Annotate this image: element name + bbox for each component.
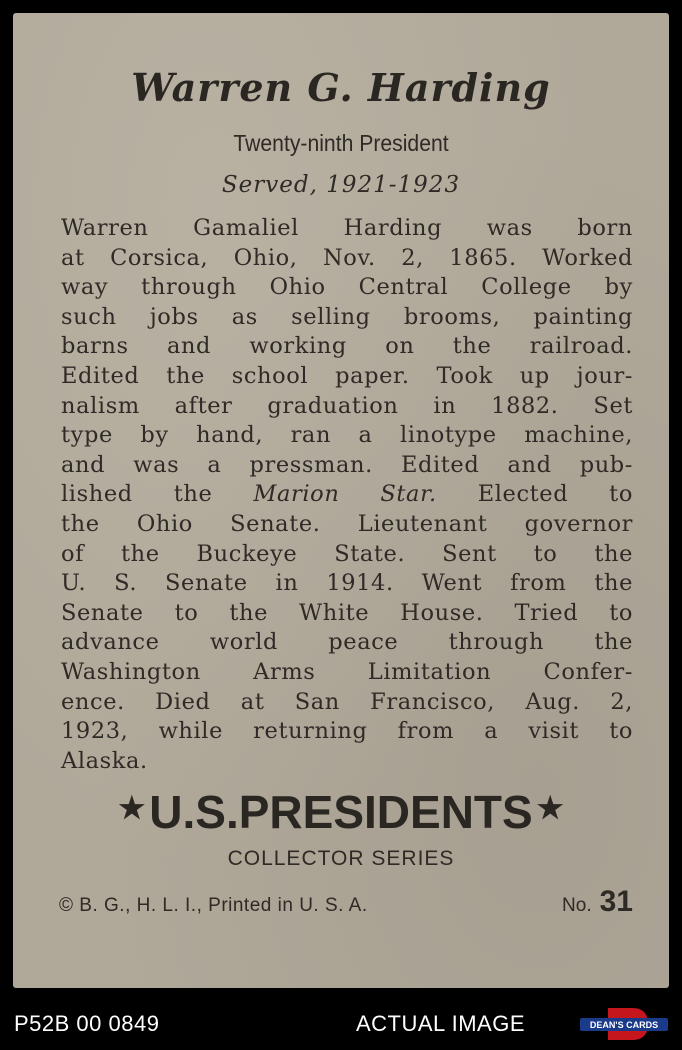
star-right-icon: ★ (536, 792, 564, 825)
newspaper-title: Marion Star. (253, 481, 437, 508)
star-left-icon: ★ (118, 792, 146, 825)
biography-line: U. S. Senate in 1914. Went from the (61, 570, 633, 597)
biography-line: Warren Gamaliel Harding was born (61, 215, 633, 241)
served-years: Served, 1921-1923 (221, 172, 461, 198)
series-title (13, 785, 669, 839)
biography-line: nalism after graduation in 1882. Set (61, 392, 633, 419)
certification-number: P52B 00 0849 (14, 1011, 160, 1036)
biography-line: and was a pressman. Edited and pub- (61, 451, 633, 478)
biography-line: at Corsica, Ohio, Nov. 2, 1865. Worked (61, 244, 633, 271)
biography-line: advance world peace through the (61, 629, 633, 656)
actual-image-label: ACTUAL IMAGE (356, 1011, 525, 1036)
deans-cards-logo-svg (578, 1006, 670, 1042)
biography-line: Washington Arms Limitation Confer- (61, 658, 633, 685)
logo-text: DEAN'S CARDS (589, 1020, 659, 1030)
biography-line: the Ohio Senate. Lieutenant governor (61, 510, 633, 537)
biography-text (61, 214, 633, 776)
biography-line: of the Buckeye State. Sent to the (61, 540, 633, 567)
collector-series-label: COLLECTOR SERIES (227, 847, 455, 870)
biography-line (61, 480, 633, 510)
biography-line-text: Elected to (477, 481, 633, 508)
biography-line-text: lished the (61, 481, 213, 508)
biography-line: Edited the school paper. Took up jour- (61, 362, 633, 389)
biography-line: type by hand, ran a linotype machine, (61, 422, 633, 449)
biography-line: such jobs as selling brooms, painting (61, 303, 633, 330)
card-number-value: 31 (599, 885, 633, 918)
card-number-label: No. (562, 895, 592, 916)
biography-line: barns and working on the railroad. (61, 333, 633, 360)
president-ordinal: Twenty-ninth President (233, 130, 449, 156)
president-name: Warren G. Harding (131, 65, 551, 110)
series-title-text: U.S.PRESIDENTS (149, 786, 533, 838)
biography-line: Senate to the White House. Tried to (61, 599, 633, 626)
deans-cards-logo-icon[interactable] (578, 1006, 670, 1042)
card-number (562, 885, 633, 919)
biography-line: way through Ohio Central College by (61, 274, 633, 301)
biography-line: 1923, while returning from a visit to (61, 718, 633, 745)
trading-card-back (13, 13, 669, 988)
biography-line: ence. Died at San Francisco, Aug. 2, (61, 688, 633, 715)
biography-line: Alaska. (61, 747, 148, 774)
copyright-notice: © B. G., H. L. I., Printed in U. S. A. (59, 895, 368, 916)
